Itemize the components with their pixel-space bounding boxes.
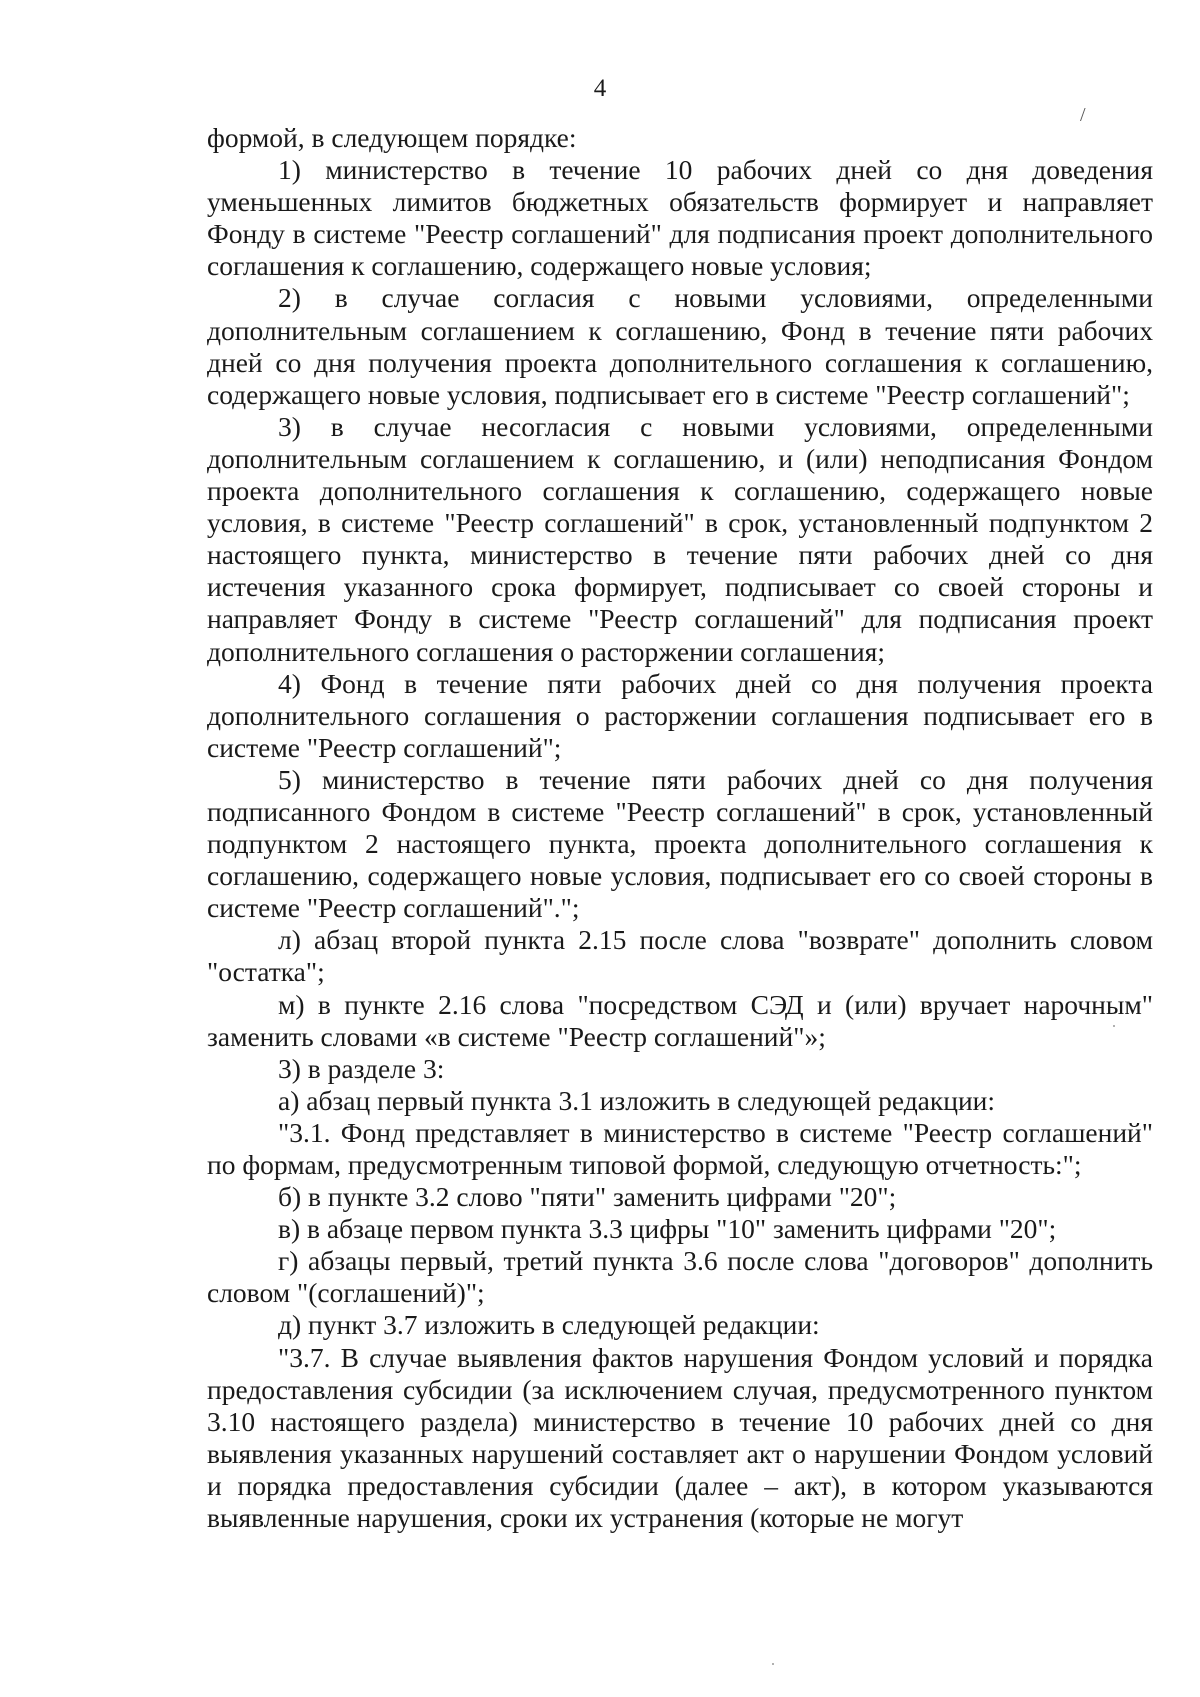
document-body <box>207 122 1153 1534</box>
scan-speck <box>772 1663 774 1665</box>
paragraph: 5) министерство в течение пяти рабочих дней со дня получения подписанного Фондом в системе "Реестр соглашений" в срок, установленный подпунктом 2 настоящего пункта, проекта дополнительного соглашения к соглашению, содержащего новые условия, подписывает его со своей стороны в системе "Реестр соглашений"."; <box>207 763 1153 924</box>
paragraph: г) абзацы первый, третий пункта 3.6 после слова "договоров" дополнить словом "(соглашений)"; <box>207 1245 1153 1309</box>
paragraph: в) в абзаце первом пункта 3.3 цифры "10" заменить цифрами "20"; <box>278 1213 1057 1245</box>
page-number: 4 <box>593 75 607 102</box>
paragraph: д) пункт 3.7 изложить в следующей редакции: <box>278 1309 820 1341</box>
paragraph: 4) Фонд в течение пяти рабочих дней со дня получения проекта дополнительного соглашения о расторжении соглашения подписывает его в системе "Реестр соглашений"; <box>207 667 1153 763</box>
paragraph: а) абзац первый пункта 3.1 изложить в следующей редакции: <box>278 1084 996 1116</box>
scan-mark: / <box>1080 104 1086 126</box>
paragraph: б) в пункте 3.2 слово "пяти" заменить цифрами "20"; <box>278 1181 897 1213</box>
paragraph: м) в пункте 2.16 слова "посредством СЭД и (или) вручает нарочным" заменить словами «в системе "Реестр соглашений"»; <box>207 988 1153 1052</box>
paragraph: 2) в случае согласия с новыми условиями, определенными дополнительным соглашением к соглашению, Фонд в течение пяти рабочих дней со дня получения проекта дополнительного соглашения к соглашению, содержащего новые условия, подписывает его в системе "Реестр соглашений"; <box>207 282 1153 410</box>
paragraph: 3) в разделе 3: <box>278 1052 445 1084</box>
paragraph: л) абзац второй пункта 2.15 после слова "возврате" дополнить словом "остатка"; <box>207 924 1153 988</box>
paragraph: "3.1. Фонд представляет в министерство в системе "Реестр соглашений" по формам, предусмотренным типовой формой, следующую отчетность:"; <box>207 1116 1153 1180</box>
paragraph: формой, в следующем порядке: <box>207 122 577 153</box>
paragraph: 1) министерство в течение 10 рабочих дней со дня доведения уменьшенных лимитов бюджетных обязательств формирует и направляет Фонду в системе "Реестр соглашений" для подписания проект дополнительного соглашения к соглашению, содержащего новые условия; <box>207 154 1153 282</box>
paragraph: 3) в случае несогласия с новыми условиями, определенными дополнительным соглашением к соглашению, и (или) неподписания Фондом проекта дополнительного соглашения к соглашению, содержащего новые условия, в системе "Реестр соглашений" в срок, установленный подпунктом 2 настоящего пункта, министерство в течение пяти рабочих дней со дня истечения указанного срока формирует, подписывает со своей стороны и направляет Фонду в системе "Реестр соглашений" для подписания проект дополнительного соглашения о расторжении соглашения; <box>207 410 1153 667</box>
paragraph: "3.7. В случае выявления фактов нарушения Фондом условий и порядка предоставления субсидии (за исключением случая, предусмотренного пунктом 3.10 настоящего раздела) министерство в течение 10 рабочих дней со дня выявления указанных нарушений составляет акт о нарушении Фондом условий и порядка предоставления субсидии (далее – акт), в котором указываются выявленные нарушения, сроки их устранения (которые не могут <box>207 1341 1153 1534</box>
